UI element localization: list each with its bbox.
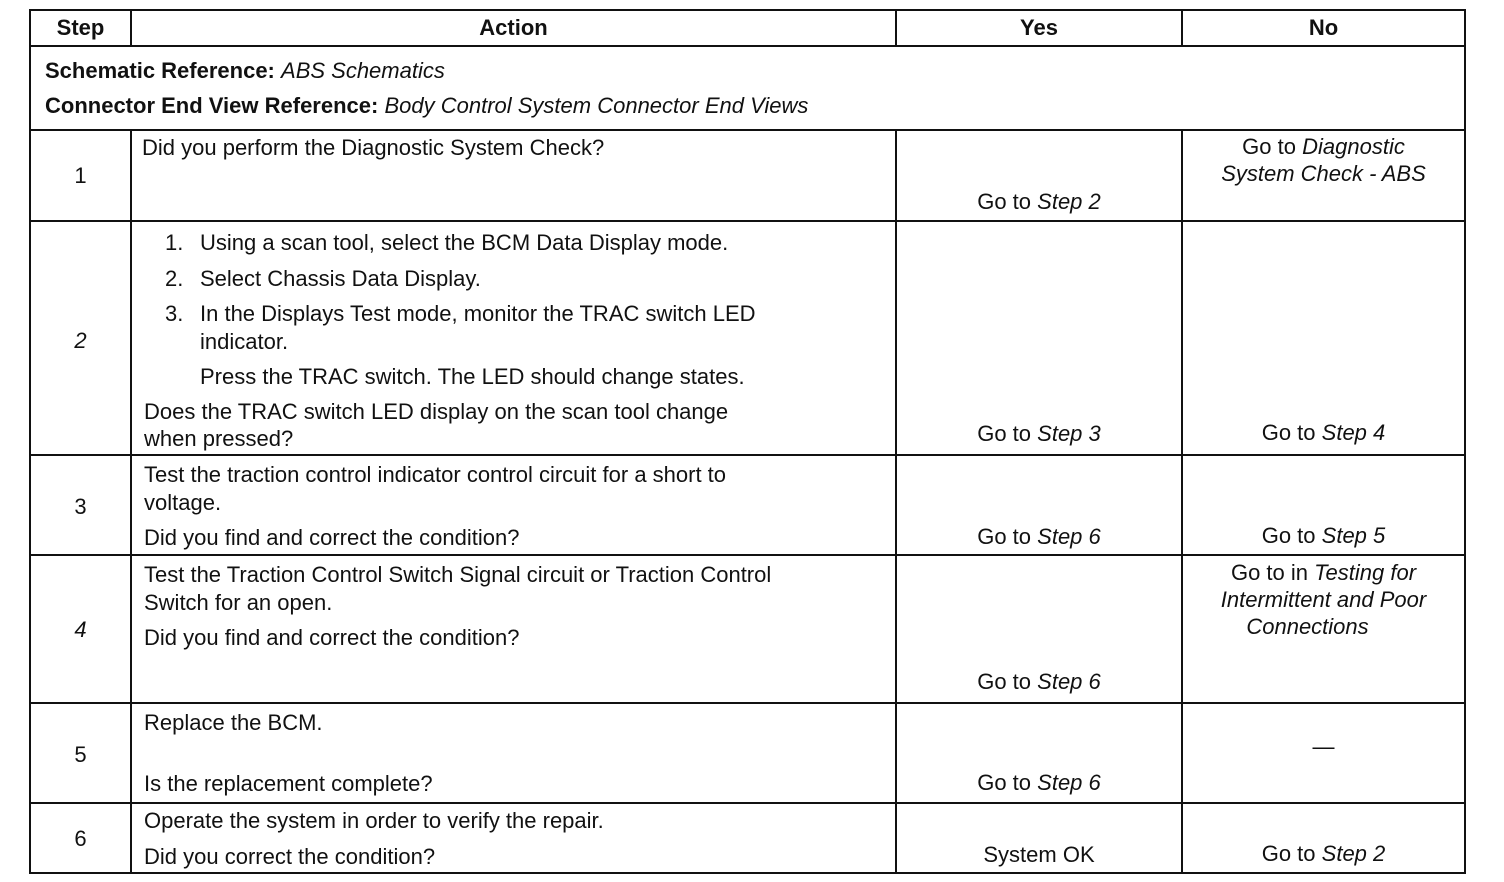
no-cell xyxy=(1182,455,1465,555)
step-cell xyxy=(30,803,131,873)
schematic-reference xyxy=(45,53,1450,88)
action-cell xyxy=(131,130,896,221)
yes-target: Step 2 xyxy=(1037,189,1101,214)
step-cell xyxy=(30,555,131,703)
yes-cell xyxy=(896,130,1182,221)
no-target: Step 4 xyxy=(1321,420,1386,445)
go-to-label: Go to xyxy=(977,189,1032,214)
no-target-part1: Testing for xyxy=(1314,560,1417,585)
action-text-continued: voltage. xyxy=(144,490,222,515)
yes-text xyxy=(897,189,1181,215)
action-cell xyxy=(131,455,896,555)
yes-cell xyxy=(896,555,1182,703)
go-to-label: Go to xyxy=(977,524,1032,549)
no-target: Step 5 xyxy=(1321,523,1386,548)
question-text: Did you find and correct the condition? xyxy=(144,625,520,650)
no-cell xyxy=(1182,803,1465,873)
header-row xyxy=(30,10,1465,46)
action-cell xyxy=(131,703,896,803)
yes-cell xyxy=(896,703,1182,803)
reference-cell xyxy=(30,46,1465,130)
question-text: Does the TRAC switch LED display on the scan tool change xyxy=(144,399,729,424)
action-text-continued: Switch for an open. xyxy=(144,590,333,615)
no-target: Step 2 xyxy=(1321,841,1386,866)
table-row xyxy=(30,703,1465,803)
table-row xyxy=(30,455,1465,555)
yes-text xyxy=(897,669,1181,695)
yes-target: Step 6 xyxy=(1037,524,1101,549)
table-row xyxy=(30,555,1465,703)
no-prefix: Go to in xyxy=(1230,560,1308,585)
question-text-continued: when pressed? xyxy=(144,426,294,451)
reference-row xyxy=(30,46,1465,130)
item-number: 3. xyxy=(165,301,184,326)
no-target-part2: Intermittent and Poor xyxy=(1220,587,1427,612)
yes-cell xyxy=(896,221,1182,455)
go-to-label: Go to xyxy=(1261,420,1316,445)
step-cell xyxy=(30,221,131,455)
go-to-label: Go to xyxy=(1261,523,1316,548)
no-text xyxy=(1183,559,1464,640)
action-text: Replace the BCM. xyxy=(144,710,323,735)
go-to-label: Go to xyxy=(1261,841,1316,866)
table-row xyxy=(30,130,1465,221)
no-cell xyxy=(1182,221,1465,455)
go-to-label: Go to xyxy=(977,421,1032,446)
header-action: Action xyxy=(131,10,896,46)
item-text: Select Chassis Data Display. xyxy=(200,266,481,291)
connector-reference-value: Body Control System Connector End Views xyxy=(384,93,809,118)
yes-cell xyxy=(896,803,1182,873)
step-number: 4 xyxy=(74,617,87,642)
step-number: 2 xyxy=(74,328,87,353)
yes-target: Step 6 xyxy=(1037,669,1101,694)
action-text: Test the traction control indicator control circuit for a short to xyxy=(144,462,727,487)
diagnostic-table xyxy=(29,9,1466,874)
item-number: 1. xyxy=(165,230,184,255)
table-row xyxy=(30,803,1465,873)
item-text: Using a scan tool, select the BCM Data Display mode. xyxy=(200,230,729,255)
no-target-part2: System Check - ABS xyxy=(1221,161,1426,186)
step-number: 5 xyxy=(74,742,87,767)
action-text: Test the Traction Control Switch Signal circuit or Traction Control xyxy=(144,562,772,587)
question-text: Did you correct the condition? xyxy=(144,844,436,869)
no-cell xyxy=(1182,130,1465,221)
table-row xyxy=(30,221,1465,455)
no-prefix: Go to xyxy=(1242,134,1296,159)
no-target-part3: Connections xyxy=(1246,614,1369,639)
item-text-continued: indicator. xyxy=(200,329,289,354)
no-cell xyxy=(1182,555,1465,703)
connector-reference xyxy=(45,88,1450,123)
item-number: 2. xyxy=(165,266,184,291)
no-text xyxy=(1183,841,1464,867)
yes-text: System OK xyxy=(983,842,1095,867)
yes-text xyxy=(897,421,1181,447)
connector-reference-label: Connector End View Reference: xyxy=(45,93,379,118)
go-to-label: Go to xyxy=(977,669,1032,694)
schematic-reference-value: ABS Schematics xyxy=(281,58,445,83)
header-no: No xyxy=(1182,10,1465,46)
yes-target: Step 6 xyxy=(1037,770,1101,795)
schematic-reference-label: Schematic Reference: xyxy=(45,58,275,83)
question-text: Is the replacement complete? xyxy=(144,771,433,796)
step-cell xyxy=(30,130,131,221)
action-cell xyxy=(131,803,896,873)
go-to-label: Go to xyxy=(977,770,1032,795)
no-text xyxy=(1183,420,1464,446)
no-cell xyxy=(1182,703,1465,803)
yes-text xyxy=(897,770,1181,796)
yes-cell xyxy=(896,455,1182,555)
yes-text xyxy=(897,524,1181,550)
header-yes: Yes xyxy=(896,10,1182,46)
action-cell xyxy=(131,555,896,703)
action-cell xyxy=(131,221,896,455)
action-text: Operate the system in order to verify the repair. xyxy=(144,808,604,833)
item-text: In the Displays Test mode, monitor the TRAC switch LED xyxy=(200,301,756,326)
no-text xyxy=(1183,523,1464,549)
step-number: 1 xyxy=(74,163,87,188)
yes-target: Step 3 xyxy=(1037,421,1101,446)
action-text: Did you perform the Diagnostic System Check? xyxy=(142,135,605,160)
item-note: Press the TRAC switch. The LED should change states. xyxy=(200,364,745,389)
no-text xyxy=(1183,133,1464,187)
no-text: — xyxy=(1312,734,1335,759)
no-target-part1: Diagnostic xyxy=(1302,134,1405,159)
question-text: Did you find and correct the condition? xyxy=(144,525,520,550)
step-cell xyxy=(30,455,131,555)
header-step: Step xyxy=(30,10,131,46)
step-number: 3 xyxy=(74,494,87,519)
step-number: 6 xyxy=(74,826,87,851)
step-cell xyxy=(30,703,131,803)
